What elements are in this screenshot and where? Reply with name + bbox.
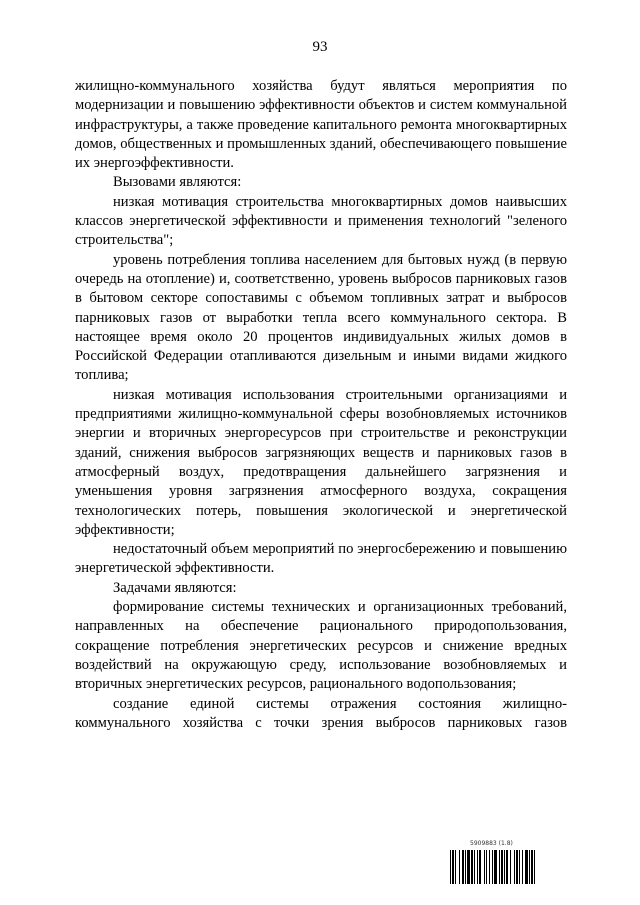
paragraph: жилищно-коммунального хозяйства будут являться мероприятия по модернизации и повышению эффективности объектов и систем коммунальной инфраструктуры, а также проведение капитального ремонта многоквартирных домов, общественных и промышленных зданий, обеспечивающего повышение их энергоэффективности.	[75, 78, 567, 172]
paragraph: низкая мотивация использования строительными организациями и предприятиями жилищно-коммунальной сферы возобновляемых источников энергии и вторичных энергоресурсов при строительстве и реконструкции зданий, снижения выбросов загрязняющих веществ и парниковых газов в атмосферный воздух, предотвращения дальнейшего загрязнения и уменьшения уровня загрязнения атмосферного воздуха, сокращения технологических потерь, повышения экологической и энергетической эффективности;	[75, 386, 567, 538]
barcode-block	[450, 840, 590, 886]
barcode-image	[450, 850, 590, 884]
barcode-caption: 5909883 (1.8)	[470, 840, 513, 847]
page-number: 93	[312, 39, 328, 55]
paragraph: недостаточный объем мероприятий по энергосбережению и повышению энергетической эффективности.	[75, 541, 567, 577]
paragraph: Вызовами являются:	[113, 174, 242, 191]
paragraph: уровень потребления топлива населением для бытовых нужд (в первую очередь на отопление) и, соответственно, уровень выбросов парниковых газов в бытовом секторе сопоставимы с объемом топливных затрат и выбросов парниковых газов от выработки тепла всего коммунального сектора. В настоящее время около 20 процентов индивидуальных жилых домов в Российской Федерации отапливаются дизельным и иными видами жидкого топлива;	[75, 251, 567, 384]
paragraph: низкая мотивация строительства многоквартирных домов наивысших классов энергетической эффективности и применения технологий "зеленого строительства";	[75, 193, 567, 249]
document-body	[75, 77, 567, 733]
paragraph: Задачами являются:	[113, 579, 237, 596]
paragraph: создание единой системы отражения состояния жилищно-коммунального хозяйства с точки зрения выбросов парниковых газов	[75, 695, 567, 731]
paragraph: формирование системы технических и организационных требований, направленных на обеспечение рационального природопользования, сокращение потребления энергетических ресурсов и снижение вредных воздействий на окружающую среду, использование возобновляемых и вторичных энергетических ресурсов, рационального водопользования;	[75, 599, 567, 693]
